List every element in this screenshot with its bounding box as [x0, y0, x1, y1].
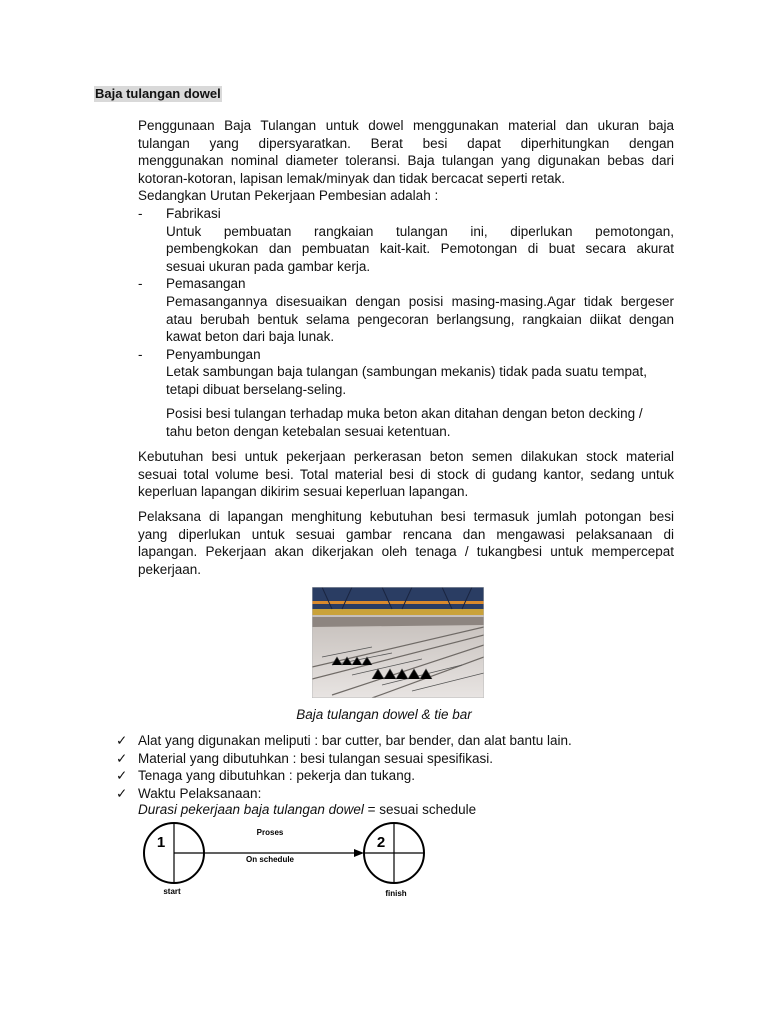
durasi-line: [138, 802, 476, 817]
decking-line: tahu beton dengan ketebalan sesuai ketentuan.: [166, 423, 451, 439]
list-item-text: Waktu Pelaksanaan:: [138, 785, 262, 801]
section-heading: Baja tulangan dowel: [95, 86, 221, 101]
step-line: atau berubah bentuk selama pengecoran berlangsung, rangkaian diikat dengan: [166, 311, 674, 327]
dash-bullet: -: [138, 276, 143, 292]
finish-label: finish: [385, 889, 407, 898]
decking-paragraph: [166, 405, 674, 440]
schedule-label: On schedule: [245, 855, 295, 864]
checkmark-icon: ✓: [116, 733, 128, 748]
dash-bullet: -: [138, 346, 143, 362]
step-line: pembengkokan dan pembuatan kait-kait. Pemotongan di buat secara akurat: [166, 241, 674, 257]
step-line: tetapi dibuat berselang-seling.: [166, 381, 347, 397]
proses-label: Proses: [256, 828, 284, 837]
sequence-intro: Sedangkan Urutan Pekerjaan Pembesian adalah :: [138, 188, 439, 204]
step-title: Pemasangan: [166, 276, 246, 292]
durasi-rest: = sesuai schedule: [363, 802, 477, 817]
intro-line: tulangan yang dipersyaratkan. Berat besi dapat diperhitungkan dengan: [138, 135, 674, 151]
checkmark-icon: ✓: [116, 750, 128, 766]
step-line: kawat beton dari baja lunak.: [166, 329, 335, 345]
start-label: start: [163, 887, 181, 896]
list-item-text: Alat yang digunakan meliputi : bar cutter, bar bender, dan alat bantu lain.: [138, 733, 572, 748]
stock-line: keperluan lapangan dikirim sesuai keperluan lapangan.: [138, 484, 469, 500]
decking-line: Posisi besi tulangan terhadap muka beton akan ditahan dengan beton decking /: [166, 406, 643, 421]
intro-line: Penggunaan Baja Tulangan untuk dowel menggunakan material dan ukuran baja: [138, 118, 674, 133]
intro-paragraph: [138, 117, 674, 205]
stock-paragraph: [138, 448, 674, 501]
start-node-number: 1: [156, 834, 166, 851]
step-line: sesuai ukuran pada gambar kerja.: [166, 258, 371, 274]
step-penyambungan-body: [166, 363, 674, 398]
finish-node-number: 2: [376, 834, 386, 851]
step-title: Fabrikasi: [166, 206, 221, 221]
stock-line: Kebutuhan besi untuk pekerjaan perkerasan beton semen dilakukan stock material: [138, 449, 674, 464]
schedule-diagram: [136, 818, 446, 900]
checkmark-icon: ✓: [116, 785, 128, 801]
step-line: Letak sambungan baja tulangan (sambungan mekanis) tidak pada suatu tempat,: [166, 364, 648, 380]
durasi-italic: Durasi pekerjaan baja tulangan dowel: [138, 802, 364, 817]
step-line: Untuk pembuatan rangkaian tulangan ini, diperlukan pemotongan,: [166, 223, 674, 239]
arrow-head-icon: [354, 849, 364, 857]
dash-bullet: -: [138, 206, 143, 221]
step-line: Pemasangannya disesuaikan dengan posisi masing-masing.Agar tidak bergeser: [166, 294, 674, 309]
intro-line: kotoran-kotoran, lapisan lemak/minyak dan tidak bercacat seperti retak.: [138, 170, 565, 186]
field-line: pekerjaan.: [138, 561, 202, 577]
list-item-text: Material yang dibutuhkan : besi tulangan sesuai spesifikasi.: [138, 750, 493, 766]
intro-line: menggunakan nominal diameter toleransi. Baja tulangan yang digunakan bebas dari: [138, 153, 674, 169]
step-pemasangan-body: [166, 293, 674, 346]
list-item-text: Tenaga yang dibutuhkan : pekerja dan tukang.: [138, 768, 415, 784]
field-line: lapangan. Pekerjaan akan dikerjakan oleh tenaga / tukangbesi untuk mempercepat: [138, 544, 674, 560]
photo-caption: Baja tulangan dowel & tie bar: [296, 707, 472, 722]
field-paragraph: [138, 508, 674, 578]
stock-line: sesuai total volume besi. Total material besi di stock di gudang kantor, sedang untuk: [138, 466, 674, 482]
field-line: yang diperlukan untuk sesuai gambar rencana dan mengawasi pelaksanaan di: [138, 526, 674, 542]
rebar-photo: [312, 587, 484, 698]
checkmark-icon: ✓: [116, 768, 128, 784]
step-title: Penyambungan: [166, 346, 261, 362]
step-fabrikasi-body: [166, 223, 674, 276]
field-line: Pelaksana di lapangan menghitung kebutuhan besi termasuk jumlah potongan besi: [138, 509, 674, 524]
